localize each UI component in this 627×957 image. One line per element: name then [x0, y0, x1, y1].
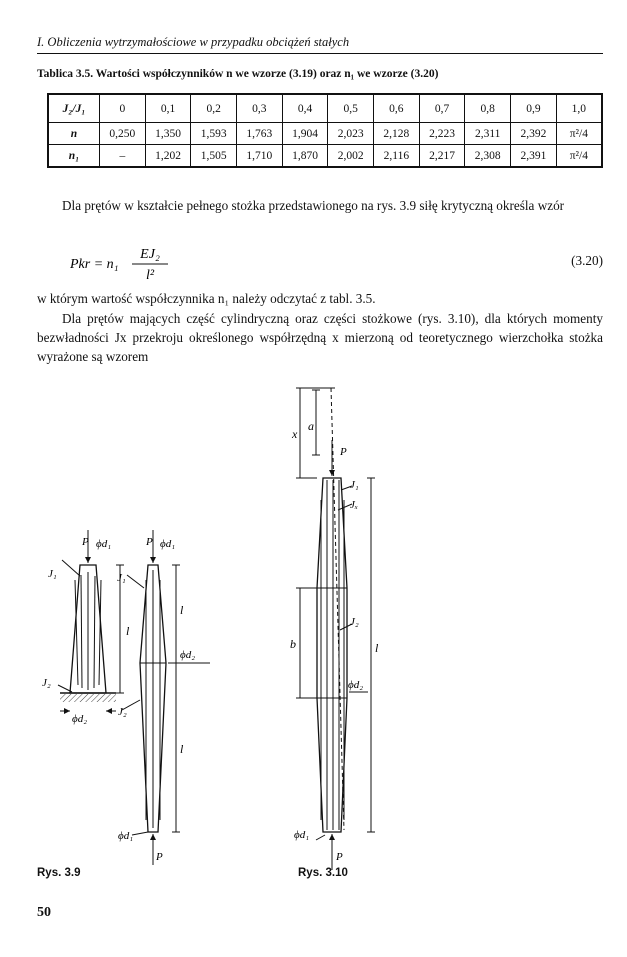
fig310-a-label: a [308, 419, 314, 433]
figure-caption-3-9: Rys. 3.9 [37, 867, 81, 879]
header-rule [37, 53, 603, 54]
fig39-length-label: l [126, 624, 130, 638]
table-cell: 1,350 [145, 123, 191, 145]
table-row-n1 [48, 145, 602, 168]
running-header: I. Obliczenia wytrzymałościowe w przypadku obciążeń stałych [37, 35, 350, 49]
fig39-double-cone [122, 530, 210, 865]
table-cell: 2,128 [374, 123, 420, 145]
paragraph-cylindrical: Dla prętów mających część cylindryczną oraz części stożkowe (rys. 3.10), dla których momenty bezwładności Jx przekroju określonego współrzędną x mierzoną od teoretycznego wierzchołka stożka wyrażone są wzorem [37, 311, 603, 364]
formula-lhs: Pkr = n₁ [70, 257, 119, 272]
table-cell: 1,870 [282, 145, 328, 168]
table-cell: 2,116 [374, 145, 420, 168]
fig310-stepped-bar [296, 388, 375, 870]
fig39-d1-label: ϕd₁ [96, 538, 112, 550]
table-header-row [48, 94, 602, 123]
equation-number: (3.20) [571, 253, 603, 268]
fig39b-bottom-load-label: P [156, 851, 163, 863]
fig310-l-label: l [375, 641, 379, 655]
table-cell: 2,308 [465, 145, 511, 168]
figures-drawing [0, 380, 627, 880]
table-row-n [48, 123, 602, 145]
formula-denominator: l² [145, 268, 155, 283]
fig310-b-label: b [290, 637, 296, 651]
table-cell: 1,763 [237, 123, 283, 145]
table-cell: 2,223 [419, 123, 465, 145]
fig39b-j2-label: J₂ [118, 706, 127, 718]
formula-svg [70, 243, 190, 285]
coefficient-table [47, 93, 603, 168]
table-cell: 2,217 [419, 145, 465, 168]
fig39b-load-label: P [146, 536, 153, 548]
table-cell: π²/4 [556, 123, 602, 145]
fig310-load-label: P [340, 446, 347, 458]
fig39b-bottom-d1-label: ϕd₁ [118, 830, 134, 842]
table-cell: 1,593 [191, 123, 237, 145]
table-cell: 1,904 [282, 123, 328, 145]
fig310-x-label: x [292, 427, 298, 441]
paragraph-cone: Dla prętów w kształcie pełnego stożka przedstawionego na rys. 3.9 siłę krytyczną określa wzór [62, 198, 565, 213]
table-header-cell: 0,9 [511, 94, 557, 123]
fig39b-upper-length-label: l [180, 603, 184, 617]
table-header-cell: 0,8 [465, 94, 511, 123]
table-cell: 2,391 [511, 145, 557, 168]
table-header-cell: 0,5 [328, 94, 374, 123]
table-cell: 2,023 [328, 123, 374, 145]
fig39-j2-label: J₂ [42, 677, 51, 689]
table-header-cell: 1,0 [556, 94, 602, 123]
table-cell: 2,311 [465, 123, 511, 145]
table-cell: 0,250 [100, 123, 146, 145]
table-header-cell: 0,2 [191, 94, 237, 123]
fig310-bottom-load-label: P [336, 851, 343, 863]
table-caption: Tablica 3.5. Wartości współczynników n we wzorze (3.19) oraz n₁ we wzorze (3.20) [37, 68, 439, 80]
fig39b-lower-length-label: l [180, 742, 184, 756]
row-label: n [48, 123, 100, 145]
fig310-j2-label: J₂ [350, 616, 359, 628]
fig39-d2-label: ϕd₂ [72, 713, 88, 725]
fig310-j1-label: J₁ [350, 479, 359, 491]
table-cell: – [100, 145, 146, 168]
paragraph-coefficient: w którym wartość współczynnika n₁ należy odczytać z tabl. 3.5. [37, 291, 376, 306]
fig310-d1-label: ϕd₁ [294, 829, 310, 841]
fig39-cone [58, 530, 124, 711]
table-header-cell: 0 [100, 94, 146, 123]
table-cell: 2,392 [511, 123, 557, 145]
table-header-cell: 0,4 [282, 94, 328, 123]
fig39b-d1-label: ϕd₁ [160, 538, 176, 550]
table-cell: 1,710 [237, 145, 283, 168]
table-header-cell: 0,3 [237, 94, 283, 123]
page-number: 50 [37, 905, 51, 920]
fig39b-d2-label: ϕd₂ [180, 649, 196, 661]
formula-numerator: EJ₂ [140, 247, 160, 262]
table-header-cell: 0,1 [145, 94, 191, 123]
fig39-j1-label: J₁ [48, 568, 57, 580]
fig310-jx-label: Jₓ [350, 499, 359, 511]
fig39b-j1-label: J₁ [117, 572, 126, 584]
table-header-cell: 0,7 [419, 94, 465, 123]
row-label: n₁ [48, 145, 100, 168]
table-cell: 2,002 [328, 145, 374, 168]
table-cell: π²/4 [556, 145, 602, 168]
fig310-d2-label: ϕd₂ [348, 679, 364, 691]
table-cell: 1,505 [191, 145, 237, 168]
fig39-load-label: P [82, 536, 89, 548]
table-header-cell: J₂/J₁ [48, 94, 100, 123]
table-header-cell: 0,6 [374, 94, 420, 123]
figure-caption-3-10: Rys. 3.10 [298, 867, 348, 879]
table-cell: 1,202 [145, 145, 191, 168]
formula-3-20 [70, 243, 190, 289]
